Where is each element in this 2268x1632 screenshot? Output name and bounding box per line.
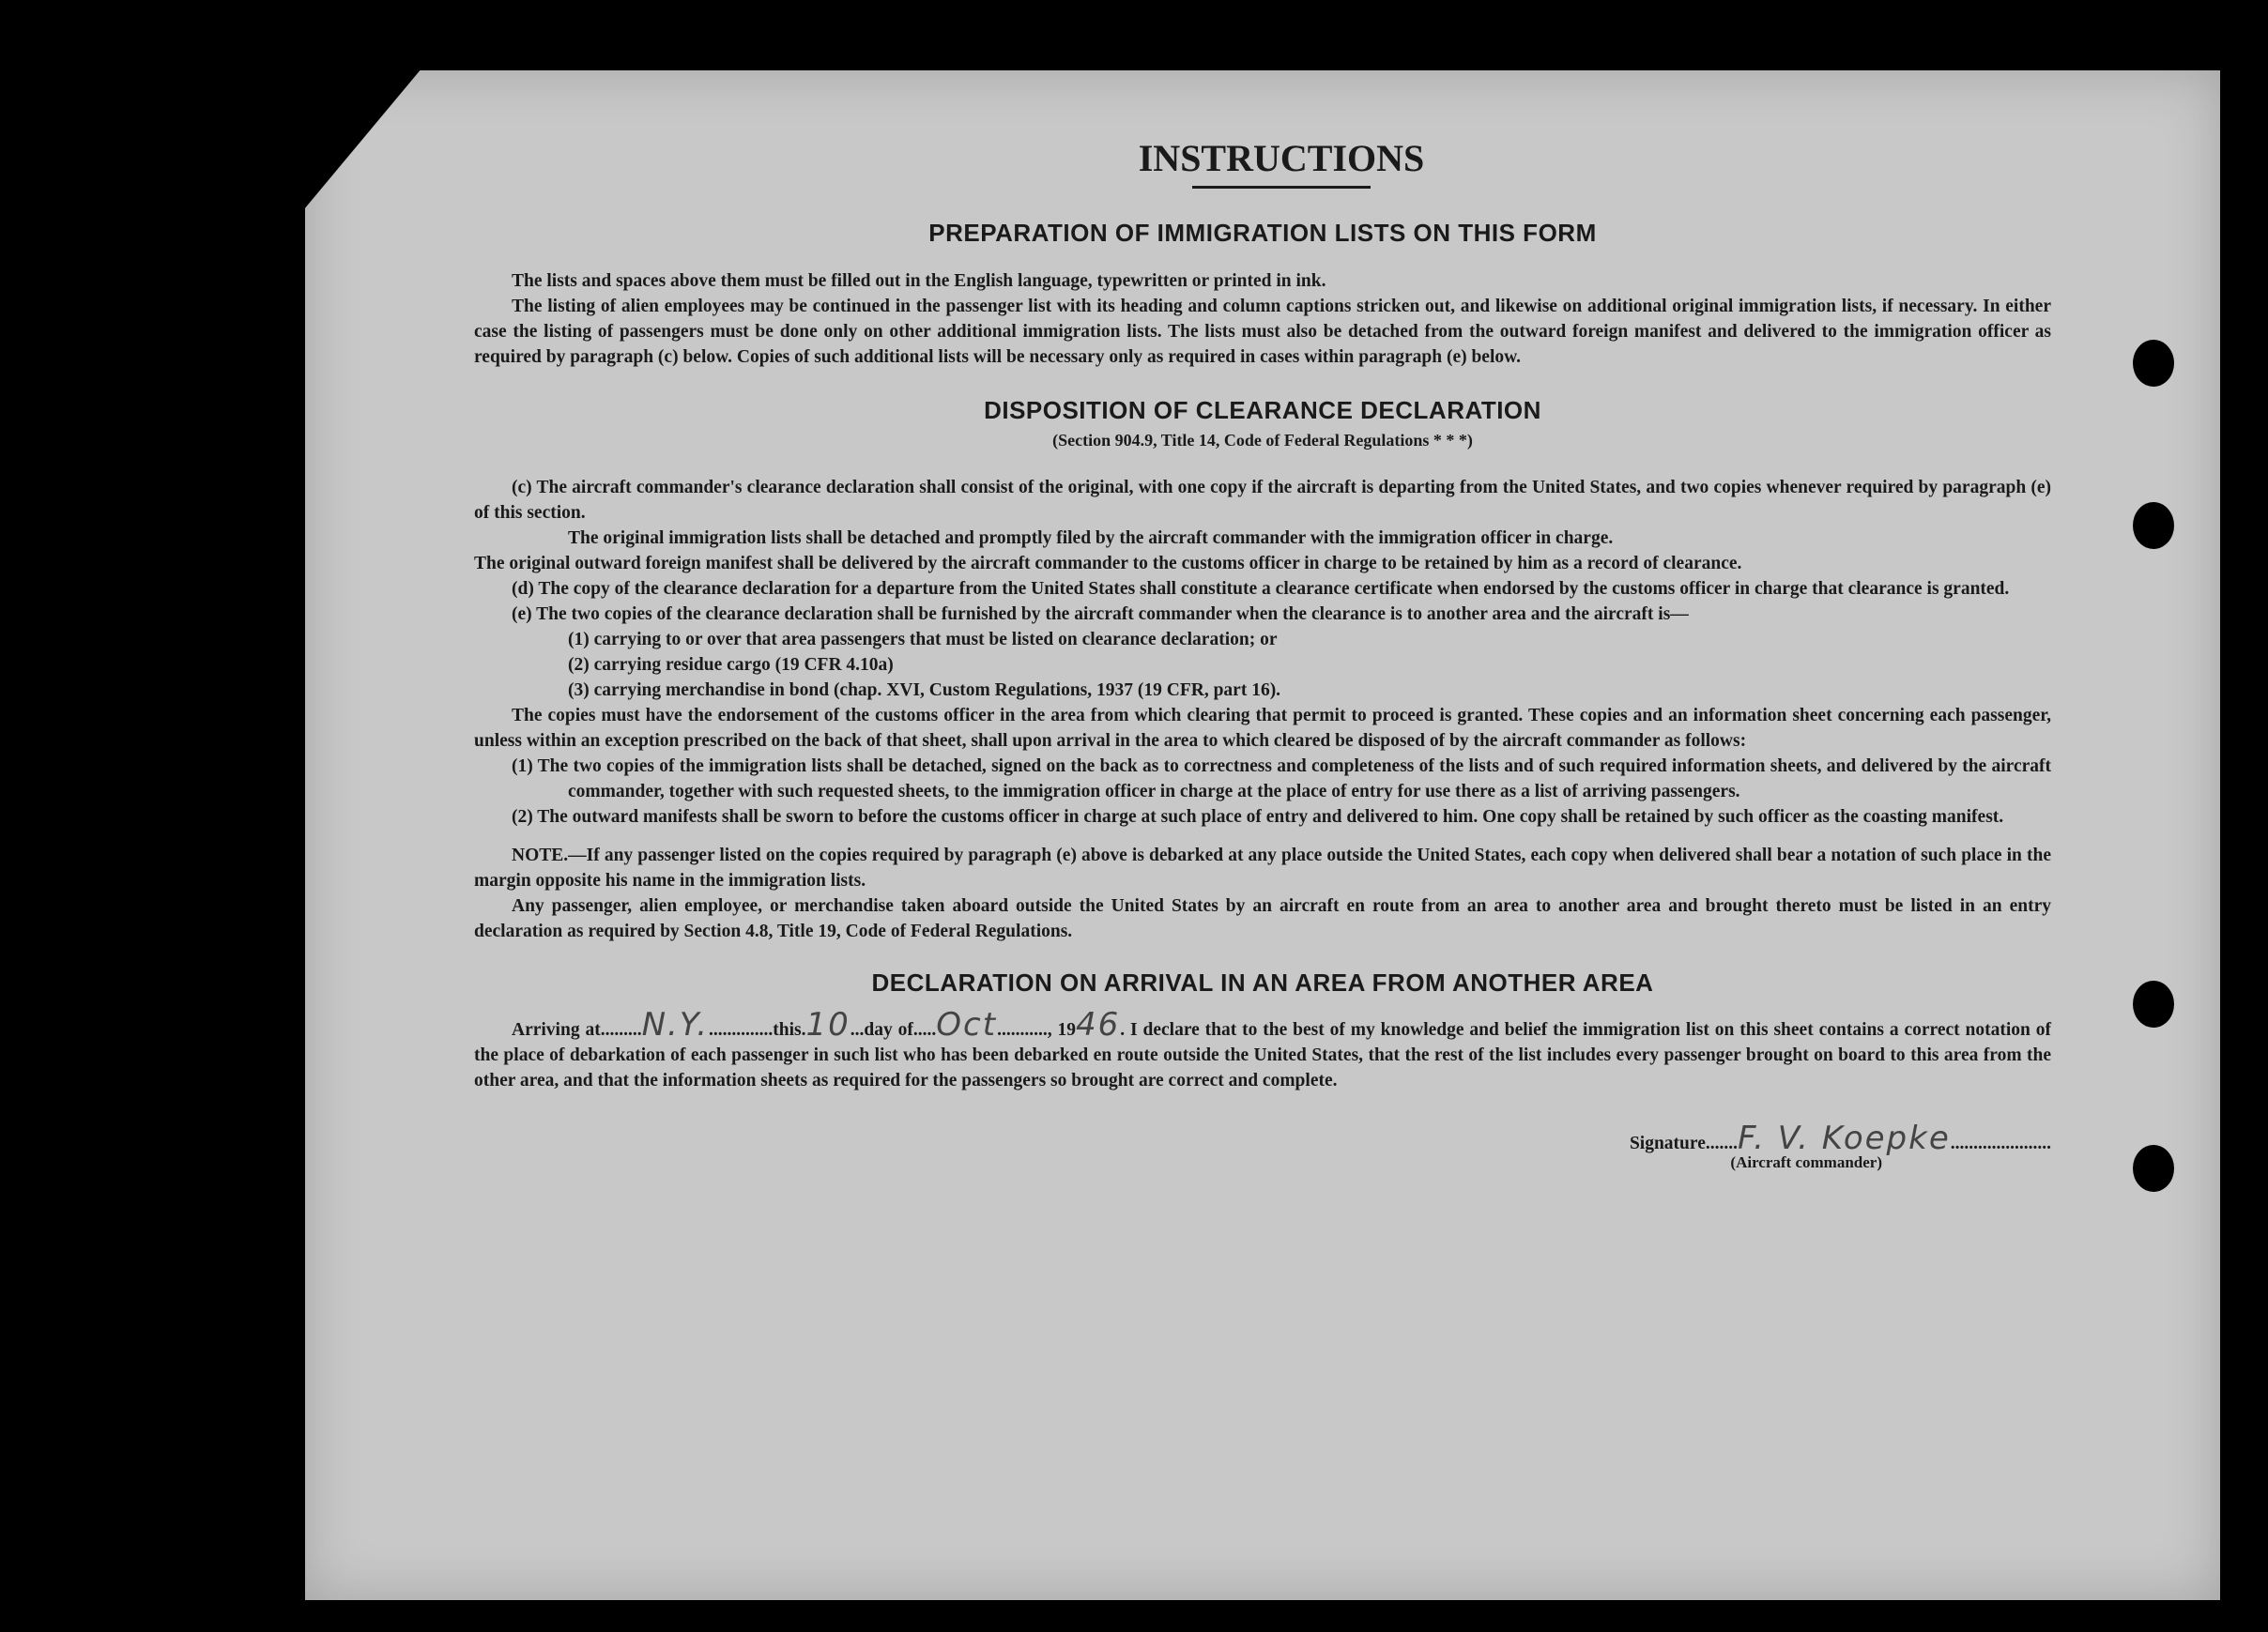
section-heading: DECLARATION ON ARRIVAL IN AN AREA FROM ANOTHER AREA [871, 969, 1654, 997]
year-prefix: 19 [1057, 1020, 1076, 1040]
paragraph-e2: (2) carrying residue cargo (19 CFR 4.10a) [568, 655, 894, 675]
paragraph-c: (c) The aircraft commander's clearance declaration shall consist of the original, with one copy if the aircraft is departing from the United States, and two copies whenever required by paragraph (e) of this section. [474, 478, 2051, 523]
title-rule [1192, 186, 1371, 189]
section-heading: DISPOSITION OF CLEARANCE DECLARATION [984, 396, 1541, 424]
day-field[interactable]: 10 [805, 1006, 850, 1044]
instructions-content [474, 136, 2051, 1172]
punch-hole [2133, 981, 2174, 1028]
paragraph-c1: The original immigration lists shall be detached and promptly filed by the aircraft commander with the immigration officer in charge. [568, 528, 1614, 548]
section-disposition [474, 396, 2051, 944]
paragraph-c2: The original outward foreign manifest shall be delivered by the aircraft commander to the customs officer in charge to be retained by him as a record of clearance. [474, 554, 1742, 573]
punch-hole [2133, 1145, 2174, 1192]
section-subheading: (Section 904.9, Title 14, Code of Federal Regulations * * *) [1052, 431, 1473, 450]
paragraph-e: (e) The two copies of the clearance declaration shall be furnished by the aircraft commander when the clearance is to another area and the aircraft is— [512, 604, 1689, 624]
arriving-label: Arriving at [512, 1020, 601, 1040]
paragraph: The listing of alien employees may be continued in the passenger list with its heading and column captions stricken out, and likewise on additional original immigration lists, if necessary. In either case the listing of passengers must be done only on other additional immigration lists. The lists must also be detached from the outward foreign manifest and delivered to the immigration officer as required by paragraph (c) below. Copies of such additional lists will be necessary only as required in cases within paragraph (e) below. [474, 297, 2051, 367]
paragraph-any: Any passenger, alien employee, or merchandise taken aboard outside the United States by an aircraft en route from an area to another area and brought thereto must be listed in an entry declaration as required by Section 4.8, Title 19, Code of Federal Regulations. [474, 896, 2051, 941]
section-heading: PREPARATION OF IMMIGRATION LISTS ON THIS FORM [928, 219, 1597, 247]
arrival-declaration: Arriving at.........N.Y...............this.10...day of.....Oct..........., 1946. I declare that to the best of my knowledge and belief the immigration list on this sheet contains a correct notation of the place of debarkation of each passenger in such list who has been debarked en route outside the United States, that the rest of the list includes every passenger brought on board to this area from the other area, and that the information sheets as required for the passengers so brought are correct and complete. [474, 1006, 2052, 1091]
this-label: this [773, 1020, 802, 1040]
paragraph-d: (d) The copy of the clearance declaration for a departure from the United States shall constitute a clearance certificate when endorsed by the customs officer in charge that clearance is granted. [512, 579, 2010, 599]
month-field[interactable]: Oct [936, 1006, 998, 1044]
signature-field[interactable]: F. V. Koepke [1737, 1120, 1951, 1157]
paragraph-f1: (1) The two copies of the immigration lists shall be detached, signed on the back as to correctness and completeness of the lists and of such required information sheets, and delivered by the aircraft commander, together with such requested sheets, to the immigration officer in charge at the place of entry for use there as a list of arriving passengers. [512, 756, 2051, 801]
signature-label: Signature [1629, 1134, 1706, 1153]
declaration-text: I declare that to the best of my knowledge and belief the immigration list on this sheet contains a correct notation of the place of debarkation of each passenger in such list who has been debarked en route outside the United States, that the rest of the list includes every passenger brought on board to this area from the other area, and that the information sheets as required for the passengers so brought are correct and complete. [474, 1020, 2052, 1091]
punch-hole [2133, 502, 2174, 549]
paragraph: The lists and spaces above them must be filled out in the English language, typewritten or printed in ink. [512, 271, 1326, 291]
signature-line: Signature.......F. V. Koepke...................... [1629, 1120, 2051, 1157]
paragraph-e1: (1) carrying to or over that area passengers that must be listed on clearance declaration; or [568, 630, 1278, 649]
section-arrival-declaration [474, 969, 2051, 1172]
page-title: INSTRUCTIONS [1138, 137, 1425, 179]
paragraph-note: NOTE.—If any passenger listed on the copies required by paragraph (e) above is debarked at any place outside the United States, each copy when delivered shall bear a notation of such place in the margin opposite his name in the immigration lists. [474, 846, 2051, 891]
paragraph-f2: (2) The outward manifests shall be sworn to before the customs officer in charge at such place of entry and delivered to him. One copy shall be retained by such officer as the coasting manifest. [512, 807, 2004, 827]
punch-hole [2133, 340, 2174, 387]
signature-caption: (Aircraft commander) [1730, 1153, 1882, 1171]
paragraph-e3: (3) carrying merchandise in bond (chap. XVI, Custom Regulations, 1937 (19 CFR, part 16). [568, 680, 1281, 700]
paragraph-copies: The copies must have the endorsement of the customs officer in the area from which clearing that permit to proceed is granted. These copies and an information sheet concerning each passenger, unless within an exception prescribed on the back of that sheet, shall upon arrival in the area to which cleared be disposed of by the aircraft commander as follows: [474, 706, 2051, 751]
day-label: day of [864, 1020, 913, 1040]
year-field[interactable]: 46 [1075, 1006, 1121, 1044]
arriving-port-field[interactable]: N.Y. [641, 1006, 710, 1044]
section-preparation [474, 219, 2051, 370]
